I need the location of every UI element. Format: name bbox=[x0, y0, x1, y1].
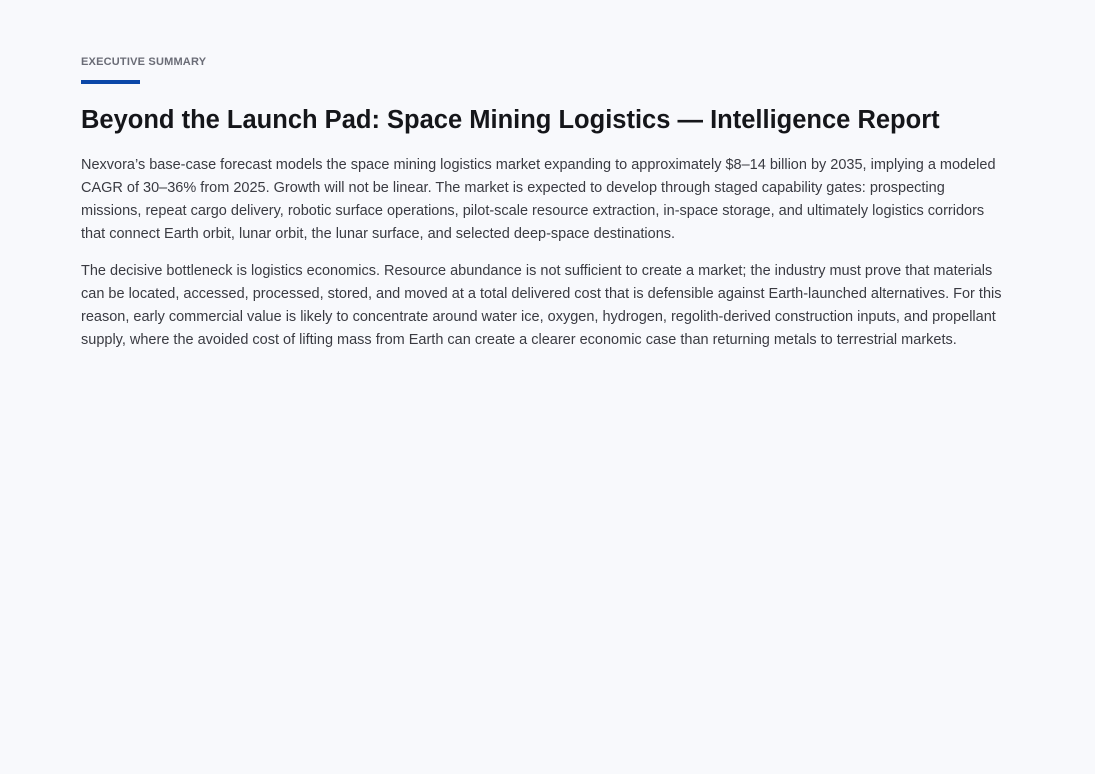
summary-paragraph-2: The decisive bottleneck is logistics economics. Resource abundance is not sufficient to create a market; the industry must prove that materials can be located, accessed, processed, stored, and moved at a total delivered cost that is defensible against Earth-launched alternatives. For this reason, early commercial value is likely to concentrate around water ice, oxygen, hydrogen, regolith-derived construction inputs, and propellant supply, where the avoided cost of lifting mass from Earth can create a clearer economic case than returning metals to terrestrial markets. bbox=[81, 263, 1002, 348]
accent-rule bbox=[81, 80, 140, 84]
summary-paragraph-1: Nexvora’s base-case forecast models the space mining logistics market expanding to approximately $8–14 billion by 2035, implying a modeled CAGR of 30–36% from 2025. Growth will not be linear. The market is expected to develop through staged capability gates: prospecting missions, repeat cargo delivery, robotic surface operations, pilot-scale resource extraction, in-space storage, and ultimately logistics corridors that connect Earth orbit, lunar orbit, the lunar surface, and selected deep-space destinations. bbox=[81, 157, 996, 242]
executive-summary-page bbox=[81, 56, 1006, 352]
section-eyebrow: EXECUTIVE SUMMARY bbox=[81, 56, 207, 68]
page-title: Beyond the Launch Pad: Space Mining Logistics — Intelligence Report bbox=[81, 106, 940, 134]
